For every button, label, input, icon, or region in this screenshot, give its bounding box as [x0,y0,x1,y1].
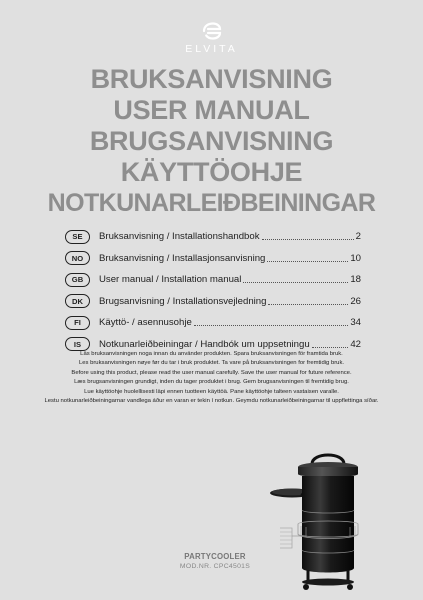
language-badge: NO [65,251,90,265]
title-fi: KÄYTTÖOHJE [120,157,303,187]
language-badge: FI [65,316,90,330]
title-gb: USER MANUAL [113,95,310,125]
title-dk: BRUGSANVISNING [89,126,334,156]
party-cooler-product-image [268,450,378,592]
toc-leader [194,325,349,326]
toc-leader [268,304,348,305]
toc-label: User manual / Installation manual [99,274,242,286]
manual-titles [0,64,423,219]
toc-row-se[interactable] [65,226,361,248]
toc-row-fi[interactable] [65,312,361,334]
title-is: NOTKUNARLEIÐBEININGAR [47,189,376,217]
toc-page-number: 18 [350,274,361,286]
table-of-contents [65,226,361,355]
toc-row-dk[interactable] [65,291,361,313]
brand-name: ELVITA [185,43,238,55]
toc-leader [262,239,354,240]
model-number: MOD.NR. CPC4501S [179,563,251,570]
notice-is: Lestu notkunarleiðbeiningarnar vandlega áður en varan er tekin í notkun. Geymdu notkunarleiðbeiningarnar til uppflettinga síðar. [44,398,379,405]
toc-page-number: 34 [350,317,361,329]
language-badge: SE [65,230,90,244]
elvita-logo-icon [201,22,223,40]
language-badge: IS [65,337,90,351]
toc-label: Bruksanvisning / Installationshandbok [99,231,260,243]
notice-gb: Before using this product, please read the user manual carefully. Save the user manual for future reference. [71,369,352,376]
language-badge: GB [65,273,90,287]
toc-page-number: 2 [355,231,361,243]
toc-label: Brugsanvisning / Installationsvejledning [99,295,267,307]
toc-row-gb[interactable] [65,269,361,291]
toc-page-number: 42 [350,338,361,350]
product-info [150,552,280,570]
notice-fi: Lue käyttöohje huolellisesti läpi ennen tuotteen käyttöä. Pane käyttöohje talteen vastaisen varalle. [84,388,339,395]
toc-leader [243,282,348,283]
language-badge: DK [65,294,90,308]
notice-se: Läs bruksanvisningen noga innan du använder produkten. Spara bruksanvisningen för framtida bruk. [80,351,343,357]
reading-notice [20,350,403,406]
notice-no: Les bruksanvisningen nøye før du tar i bruk produktet. Ta vare på bruksanvisningen for fremtidig bruk. [78,360,345,367]
toc-label: Bruksanvisning / Installasjonsanvisning [99,252,266,264]
toc-page-number: 26 [350,295,361,307]
brand-logo [0,22,423,55]
notice-dk: Læs brugsanvisningen grundigt, inden du tager produktet i brug. Gem brugsanvisningen til fremtidig brug. [74,379,349,386]
toc-row-no[interactable] [65,248,361,270]
toc-leader [312,347,349,348]
title-se: BRUKSANVISNING [90,64,333,94]
toc-label: Käyttö- / asennusohje [99,317,192,329]
toc-page-number: 10 [350,252,361,264]
product-name: PARTYCOOLER [184,552,246,561]
toc-label: Notkunarleiðbeiningar / Handbók um uppsetningu [99,338,310,350]
toc-leader [267,261,348,262]
